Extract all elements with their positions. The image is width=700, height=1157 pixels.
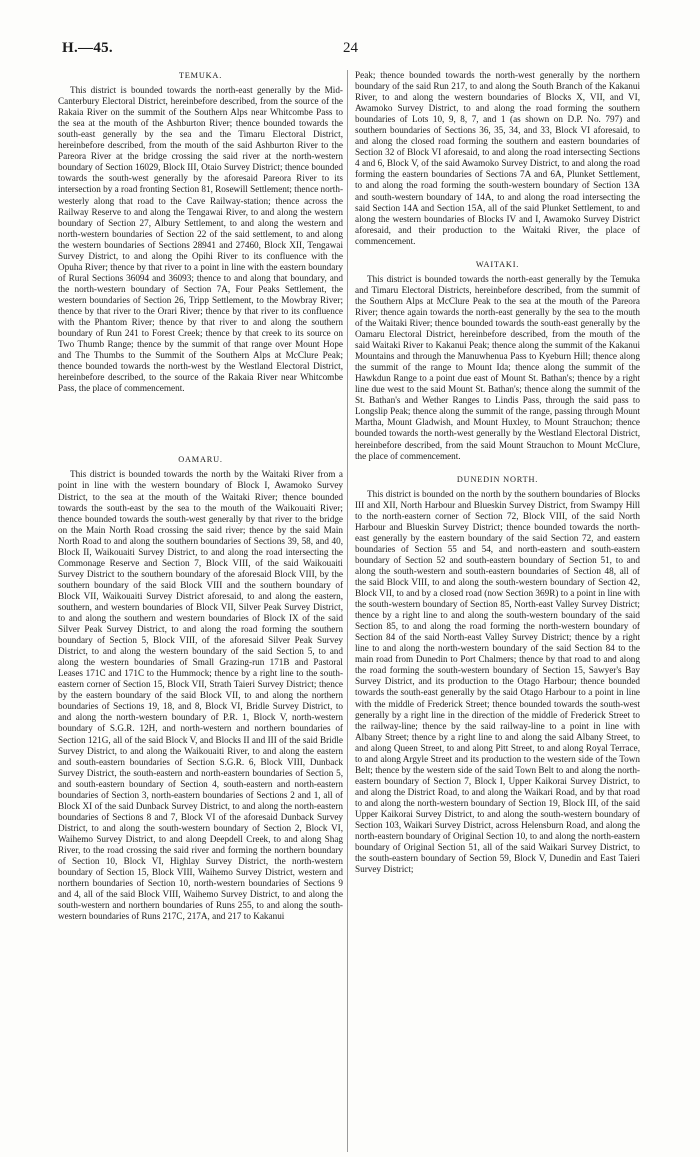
section-title-oamaru: OAMARU.: [178, 455, 223, 465]
page-header: [0, 40, 700, 64]
left-column: [58, 70, 343, 922]
right-column: [355, 70, 640, 875]
section-title-dunedin-north: DUNEDIN NORTH.: [456, 474, 539, 484]
section-body-oamaru: This district is bounded towards the north by the Waitaki River from a point in line with the western boundary of Block I, Awamoko Survey District, to the sea at the mouth of the Waitaki River; thence bounded towards the south-east by the sea to the mouth of the Waikouaiti River; thence bounded towards the south-west generally by that river to the bridge on the Main North Road crossing the said river; thence by the said Main North Road to and along the southern boundaries of Sections 39, 58, and 40, Block II, Waikouaiti Survey District, to and along the road intersecting the Commonage Reserve and Section 7, Block VIII, of the said Waikouaiti Survey District to the southern boundary of the aforesaid Block VIII, by the southern boundary of the said Block VIII and the southern boundary of Block VII, Waikouaiti Survey District aforesaid, to and along the eastern, southern, and western boundaries of Block VII, Silver Peak Survey District, to and along the southern and western boundaries of Block IX of the said Silver Peak Survey District, to and along the road forming the southern boundary of Section 5, Block VIII, of the aforesaid Silver Peak Survey District, to and along the western boundary of the said Section 5, to and along the western boundaries of Small Grazing-run 171B and Pastoral Leases 171C and 171C to the Hummock; thence by a right line to the south-eastern corner of Section 15, Block VII, Strath Taieri Survey District; thence by the eastern boundary of the said Block VII, to and along the northern boundaries of Sections 19, 18, and 8, Block VI, Bridle Survey District, to and along the north-western boundary of P.R. 1, Block V, north-western boundary of S.G.R. 12H, and north-western and northern boundaries of Section 121G, all of the said Block V, and Blocks II and III of the said Bridle Survey District, to and along the Waikouaiti River, to and along the eastern and south-eastern boundaries of Section S.G.R. 6, Block VIII, Dunback Survey District, the south-eastern and north-eastern boundaries of Section 5, and south-eastern boundary of Section 4, south-eastern and north-eastern boundaries of Section 3, north-eastern boundaries of Sections 2 and 1, all of Block XI of the said Dunback Survey District, to and along the north-eastern boundaries of Sections 8 and 7, Block VI of the aforesaid Dunback Survey District, to and along the south-western boundary of Section 2, Block VI, Waihemo Survey District, to and along Deepdell Creek, to and along Shag River, to the road crossing the said river and forming the northern boundary of Section 10, Block VI, Highlay Survey District, the north-western boundary of Section 15, Block VIII, Waihemo Survey District, western and northern boundaries of Section 10, north-western boundaries of Sections 9 and 4, all of the said Block VIII, Waihemo Survey District, to and along the south-western and northern boundaries of Runs 255, to and along the south-western boundaries of Runs 217C, 217A, and 217 to Kakanui: [58, 469, 343, 922]
document-id: H.—45.: [62, 40, 113, 56]
section-title-waitaki: WAITAKI.: [475, 259, 520, 269]
section-title-temuka: TEMUKA.: [178, 71, 223, 80]
column-divider: [347, 70, 348, 1152]
page-number: 24: [343, 40, 358, 56]
section-body-dunedin-north: This district is bounded on the north by the southern boundaries of Blocks III and XII, North Harbour and Blueskin Survey District, from Swampy Hill to the north-eastern corner of Section 72, Block VIII, of the said North Harbour and Blueskin Survey District; thence bounded towards the north-east generally by the eastern boundary of the said Section 72, and eastern boundaries of Section 55 and 54, and north-eastern and south-eastern boundary of Section 52 and south-eastern boundary of Section 51, to and along the south-western and south-eastern boundaries of Section 48, all of the said Block VIII, to and along the south-western boundary of Section 42, Block VII, to and by a closed road (now Section 369R) to a point in line with the south-western boundary of Section 85, North-east Valley Survey District; thence by a right line to and along the south-western boundary of the said Section 85, to and along the road forming the north-western boundary of Section 84 of the said North-east Valley Survey District; thence by a right line to and along the north-western boundary of the said Section 84 to the main road from Dunedin to Port Chalmers; thence by that road to and along the road forming the south-western boundary of Section 15, Sawyer's Bay Survey District, and its production to the Otago Harbour; thence bounded towards the south-east generally by the said Otago Harbour to a point in line with the middle of Frederick Street; thence bounded towards the south-west generally by a right line in the direction of the middle of Frederick Street to the railway-line; thence by the said railway-line to a point in line with Albany Street; thence by a right line to and along the said Albany Street, to and along Queen Street, to and along Pitt Street, to and along Royal Terrace, to and along Argyle Street and its production to the western side of the Town Belt; thence by the western side of the said Town Belt to and along the north-eastern boundary of Section 7, Block I, Upper Kaikorai Survey District, to and along the District Road, to and along the Waikari Road, and by that road to and along the north-western boundary of Section 19, Block III, of the said Upper Kaikorai Survey District, to and along the south-western boundary of Section 103, Waikari Survey District, across Helensburn Road, and along the north-eastern boundary of Original Section 10, to and along the north-eastern boundary of Original Section 51, all of the said Waikari Survey District, to the south-eastern boundary of Section 59, Block V, Dunedin and East Taieri Survey District;: [355, 488, 640, 875]
section-body-temuka: This district is bounded towards the north-east generally by the Mid-Canterbury Electoral District, hereinbefore described, from the source of the Rakaia River on the summit of the Southern Alps near Whitcombe Pass to the sea at the mouth of the Ashburton River; thence bounded towards the south-east generally by the sea and the Timaru Electoral District, hereinbefore described, from the mouth of the said Ashburton River to the Pareora River at the bridge crossing the said river at the north-western boundary of Section 16029, Block III, Otaio Survey District; thence bounded towards the south-west generally by the aforesaid Pareora River to its intersection by a road fronting Section 81, Rosewill Settlement; thence north-westerly along that road to the Cave Railway-station; thence across the Railway Reserve to and along the Tengawai River, to and along the western boundary of Section 27, Albury Settlement, to and along the western and north-western boundaries of Section 22 of the said settlement, to and along the western boundaries of Sections 28941 and 27460, Block XII, Tengawai Survey District, to and along the Opihi River to its confluence with the Opuha River; thence by that river to a point in line with the eastern boundary of Rural Sections 36094 and 36093; thence to and along that boundary, and the north-western boundary of Section 7A, Four Peaks Settlement, the western boundaries of Section 26, Tripp Settlement, to the Mowbray River; thence by that river to the Orari River; thence by that river to its confluence with the Phantom River; thence by that river to and along the southern boundary of Run 241 to Forest Creek; thence by that creek to its source on Two Thumb Range; thence by the summit of that range over Mount Hope and The Thumbs to the Summit of the Southern Alps at McClure Peak; thence bounded towards the north-west by the Westland Electoral District, hereinbefore described, to the source of the Rakaia River near Whitcombe Pass, the place of commencement.: [58, 85, 344, 394]
section-body-oamaru-continued: Peak; thence bounded towards the north-west generally by the northern boundary of the said Run 217, to and along the South Branch of the Kakanui River, to and along the western boundaries of Blocks X, VII, and VI, Awamoko Survey District, to and along the road forming the southern boundaries of Lots 10, 9, 8, 7, and 1 (as shown on D.P. No. 797) and southern boundaries of Sections 36, 35, 34, and 33, Block VI aforesaid, to and along the closed road forming the southern and eastern boundaries of Section 32 of Block VI aforesaid, to and along the road intersecting Sections 4 and 6, Block V, of the said Awamoko Survey District, to and along the road forming the eastern boundaries of Sections 7A and 6A, Plunket Settlement, to and along the road forming the south-western boundary of Section 13A and south-western boundary of 14A, to and along the road intersecting the said Section 14A and Section 15A, all of the said Plunket Settlement, to and along the western boundaries of Blocks IV and I, Awamoko Survey District aforesaid, and their production to the Waitaki River, the place of commencement.: [355, 70, 640, 246]
section-body-waitaki: This district is bounded towards the north-east generally by the Temuka and Timaru Electoral Districts, hereinbefore described, from the summit of the Southern Alps at McClure Peak to the sea at the mouth of the Pareora River; thence again towards the north-east generally by the sea to the mouth of the Waitaki River; thence bounded towards the south-east generally by the Oamaru Electoral District, hereinbefore described, from the mouth of the said Waitaki River to Kakanui Peak; thence along the summit of the Kakanui Mountains and through the Manuwhenua Pass to Kyeburn Hill; thence along the summit of the range to Mount Ida; thence along the summit of the Hawkdun Range to a point due east of Mount St. Bathan's; thence by a right line due west to the said Mount St. Bathan's; thence along the summit of the St. Bathan's and Wether Ranges to Lindis Pass, through the said pass to Longslip Peak; thence along the summit of the range, passing through Mount Martha, Mount Gladwish, and Mount Huxley, to Mount Strauchon; thence bounded towards the north-west generally by the Westland Electoral District, hereinbefore described, from the said Mount Strauchon to Mount McClure, the place of commencement.: [355, 273, 640, 461]
